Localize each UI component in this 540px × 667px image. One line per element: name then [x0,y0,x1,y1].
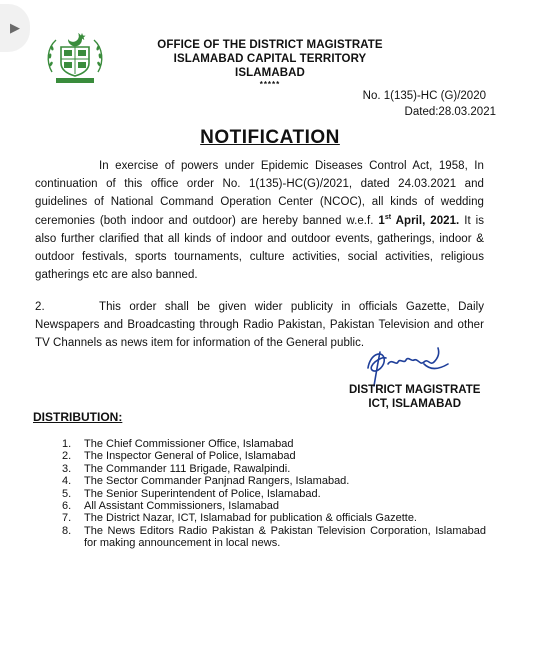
paragraph-2-text: This order shall be given wider publicity in officials Gazette, Daily Newspapers and Broadcasting through Radio Pakistan, Pakistan Television and other TV Channels as news item for information of the General public. [35,301,484,350]
reference-date: Dated:28.03.2021 [404,106,496,118]
play-button[interactable] [0,4,30,52]
signatory-office: ICT, ISLAMABAD [368,398,462,410]
reference-number: No. 1(135)-HC (G)/2020 [362,90,486,102]
distribution-heading: DISTRIBUTION: [33,410,123,424]
distribution-list [62,438,486,550]
header-stars: ***** [259,80,281,89]
ban-date: 1st April, 2021. [378,213,460,227]
paragraph-2-number: 2. [35,301,45,313]
office-territory: ISLAMABAD CAPITAL TERRITORY [173,53,367,65]
signatory-title: DISTRICT MAGISTRATE [349,384,481,396]
list-item: 7. The District Nazar, ICT, Islamabad for publication & officials Gazette. [62,512,417,525]
list-item: 4. The Sector Commander Panjnad Rangers, Islamabad. [62,475,350,488]
list-item: 5. The Senior Superintendent of Police, Islamabad. [62,487,321,500]
notification-title: NOTIFICATION [200,127,340,148]
list-item: 6. All Assistant Commissioners, Islamabad [62,500,280,513]
office-header [120,38,420,89]
list-item: 1. The Chief Commissioner Office, Islamabad [62,438,294,450]
paragraph-1-text-b: It is also further clarified that all kinds of indoor and outdoor events, gatherings, indoor & outdoor festivals, sports tournaments, culture activities, social activities, religious gatherings etc are also banned. [35,214,484,282]
list-item: 8. The News Editors Radio Pakistan & Pakistan Television Corporation, Islamabad for making announcement in local news. [62,524,486,550]
paragraph-1 [35,157,484,284]
list-item: 3. The Commander 111 Brigade, Rawalpindi. [62,462,291,475]
play-icon: ▶ [10,20,20,35]
reference-block [362,88,496,120]
list-item: 2. The Inspector General of Police, Islamabad [62,450,296,463]
government-emblem-icon [44,30,106,90]
office-title: OFFICE OF THE DISTRICT MAGISTRATE [157,39,383,51]
office-city: ISLAMABAD [235,67,305,79]
paragraph-1-text-a: In exercise of powers under Epidemic Diseases Control Act, 1958, In continuation of this office order No. 1(135)-HC(G)/2021, dated 24.03.2021 and guidelines of National Command Operation Center (NCOC), all kinds of wedding ceremonies (both indoor and outdoor) are hereby banned w.e.f. [35,160,484,227]
signatory-block [349,383,480,411]
